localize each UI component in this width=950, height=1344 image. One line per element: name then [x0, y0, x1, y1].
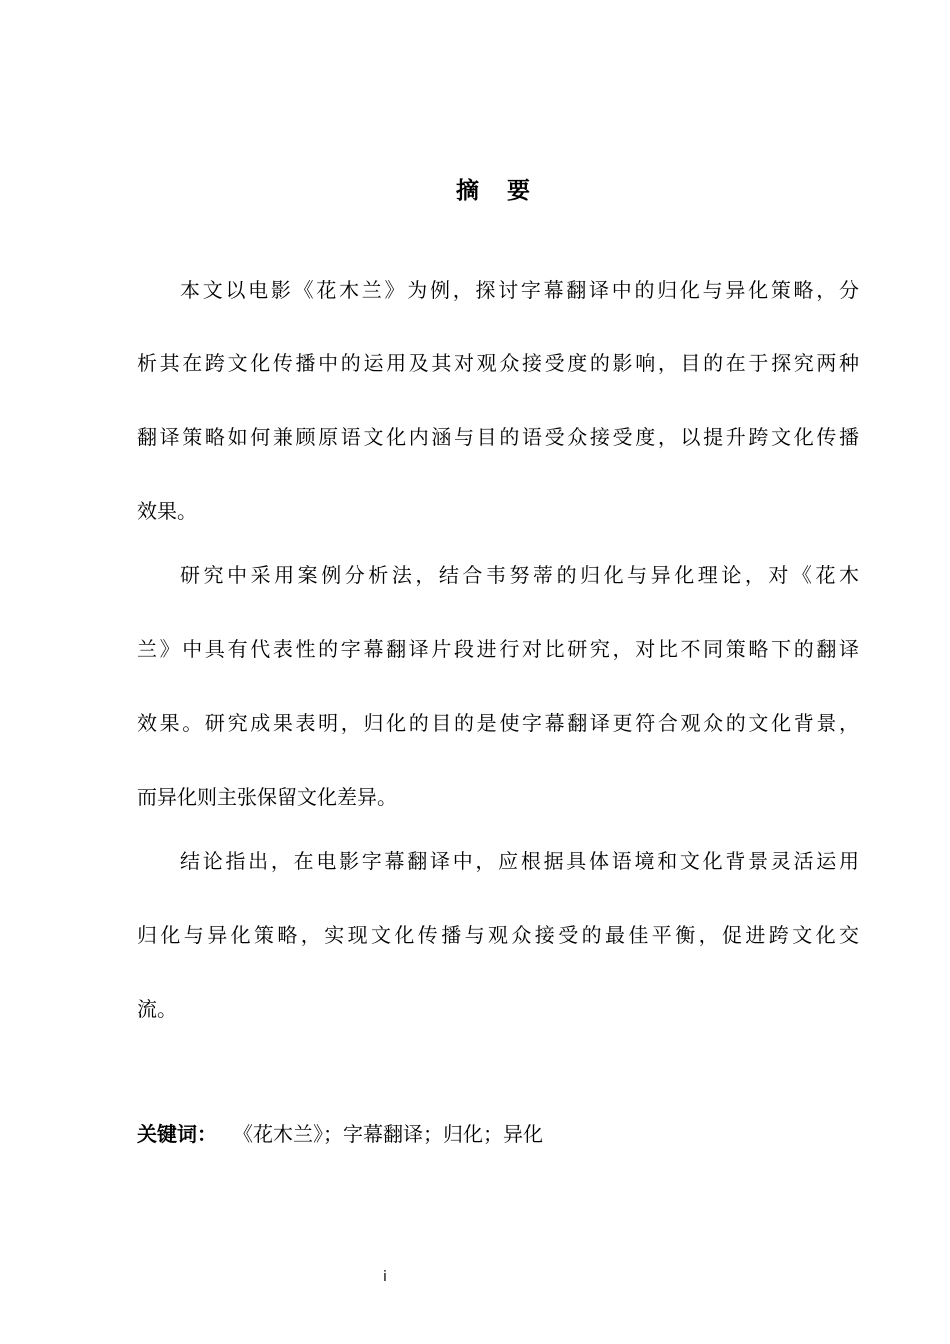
- page-number: i: [383, 1269, 387, 1285]
- keywords-row: [137, 1120, 543, 1148]
- keywords-label: 关键词：: [137, 1122, 217, 1146]
- paragraph-2-line-4: 而异化则主张保留文化差异。: [137, 785, 397, 809]
- paragraph-3-line-1: 结论指出，在电影字幕翻译中，应根据具体语境和文化背景灵活运用: [180, 849, 859, 873]
- paragraph-3-line-2: 归化与异化策略，实现文化传播与观众接受的最佳平衡，促进跨文化交: [137, 923, 859, 947]
- abstract-title: 摘 要: [455, 178, 540, 204]
- paragraph-3-line-3: 流。: [137, 997, 177, 1021]
- paragraph-1-line-4: 效果。: [137, 499, 197, 523]
- paragraph-2-line-3: 效果。研究成果表明，归化的目的是使字幕翻译更符合观众的文化背景，: [137, 711, 859, 735]
- paragraph-1-line-3: 翻译策略如何兼顾原语文化内涵与目的语受众接受度，以提升跨文化传播: [137, 425, 859, 449]
- keywords-value: 《花木兰》；字幕翻译；归化；异化: [243, 1122, 543, 1146]
- paragraph-2-line-1: 研究中采用案例分析法，结合韦努蒂的归化与异化理论，对《花木: [180, 563, 859, 587]
- paragraph-2-line-2: 兰》中具有代表性的字幕翻译片段进行对比研究，对比不同策略下的翻译: [137, 637, 859, 661]
- paragraph-1-line-1: 本文以电影《花木兰》为例，探讨字幕翻译中的归化与异化策略，分: [180, 278, 859, 302]
- paragraph-1-line-2: 析其在跨文化传播中的运用及其对观众接受度的影响，目的在于探究两种: [137, 351, 859, 375]
